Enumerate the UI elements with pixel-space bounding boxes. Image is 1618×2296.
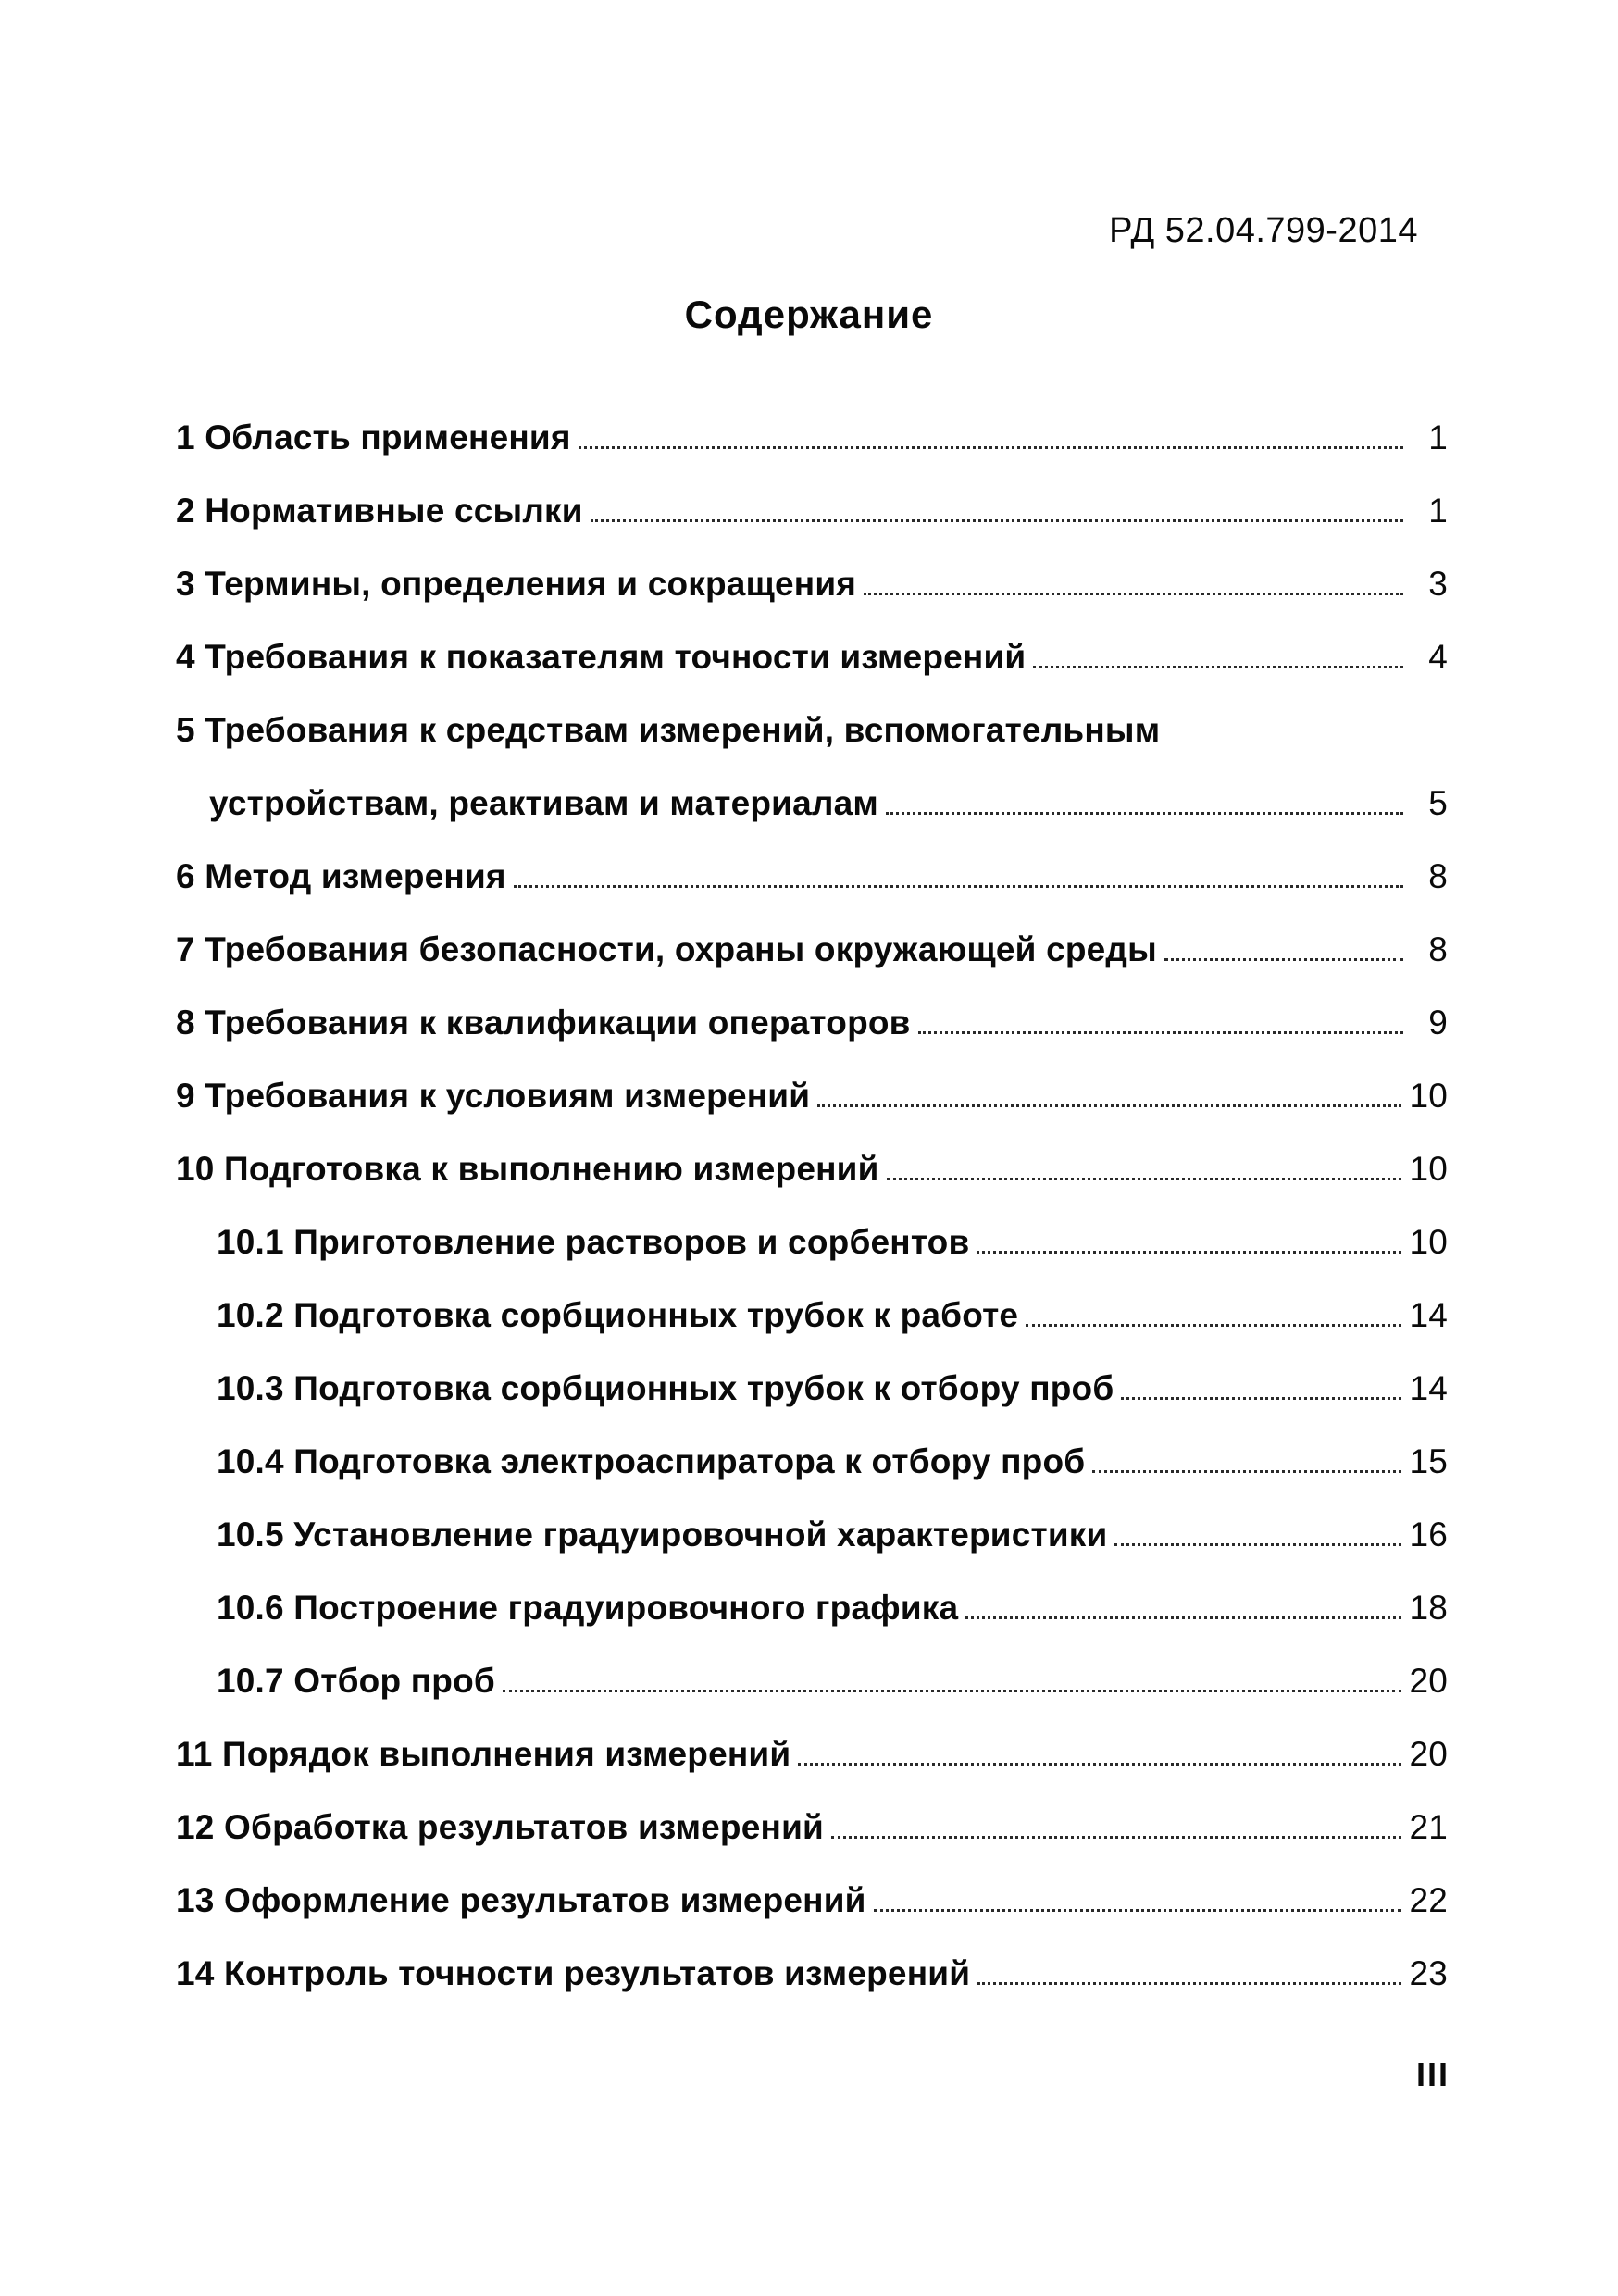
toc-entry-14[interactable] [176,1943,1448,2016]
toc-entry-text: 7 Требования безопасности, охраны окружающей среды [176,930,1157,968]
table-of-contents [176,407,1448,2016]
toc-entry-text: 10.4 Подготовка электроаспиратора к отбору проб [217,1442,1086,1480]
toc-entry-10[interactable] [176,1139,1448,1212]
toc-entry-10-7[interactable] [176,1651,1448,1724]
toc-entry-10-2[interactable] [176,1285,1448,1358]
dot-leader [1164,958,1403,961]
dot-leader [514,885,1403,888]
toc-entry-page: 4 [1428,638,1448,676]
toc-entry-6[interactable] [176,846,1448,919]
toc-entry-text: 10.7 Отбор проб [217,1662,495,1700]
toc-entry-text: 10.6 Построение градуировочного графика [217,1589,959,1627]
dot-leader [864,593,1403,595]
toc-entry-page: 8 [1428,857,1448,895]
toc-entry-text: 10.2 Подготовка сорбционных трубок к работе [217,1296,1019,1334]
toc-entry-1[interactable] [176,407,1448,480]
dot-leader [798,1763,1401,1766]
toc-entry-text: 12 Обработка результатов измерений [176,1808,824,1846]
dot-leader [874,1909,1402,1912]
toc-entry-page: 20 [1409,1735,1448,1773]
toc-entry-13[interactable] [176,1870,1448,1943]
dot-leader [579,446,1403,449]
toc-entry-4[interactable] [176,627,1448,700]
toc-entry-text: устройствам, реактивам и материалам [209,784,878,822]
toc-entry-page: 18 [1409,1589,1448,1627]
dot-leader [918,1031,1403,1034]
toc-entry-text: 10.3 Подготовка сорбционных трубок к отбору проб [217,1369,1114,1407]
toc-entry-10-5[interactable] [176,1504,1448,1578]
toc-entry-10-3[interactable] [176,1358,1448,1431]
toc-entry-text: 3 Термины, определения и сокращения [176,565,857,603]
toc-entry-page: 5 [1428,784,1448,822]
dot-leader [1033,666,1403,668]
toc-entry-text: 13 Оформление результатов измерений [176,1881,866,1919]
dot-leader [503,1690,1402,1692]
toc-entry-12[interactable] [176,1797,1448,1870]
dot-leader [1114,1543,1401,1546]
toc-entry-text: 8 Требования к квалификации операторов [176,1004,911,1042]
dot-leader [1026,1324,1401,1327]
toc-entry-3[interactable] [176,554,1448,627]
dot-leader [831,1836,1401,1839]
toc-entry-page: 15 [1409,1442,1448,1480]
toc-entry-9[interactable] [176,1066,1448,1139]
toc-entry-text: 10.1 Приготовление растворов и сорбентов [217,1223,970,1261]
toc-entry-page: 1 [1428,418,1448,456]
toc-entry-page: 14 [1409,1296,1448,1334]
page-number: III [1415,2055,1450,2093]
toc-entry-11[interactable] [176,1724,1448,1797]
toc-entry-page: 22 [1409,1881,1448,1919]
dot-leader [817,1104,1401,1107]
toc-entry-page: 14 [1409,1369,1448,1407]
dot-leader [965,1616,1401,1619]
toc-entry-text: 9 Требования к условиям измерений [176,1077,811,1115]
document-code: РД 52.04.799-2014 [1109,211,1418,250]
dot-leader [887,1178,1402,1180]
dot-leader [591,519,1403,522]
toc-entry-page: 10 [1409,1077,1448,1115]
toc-entry-page: 20 [1409,1662,1448,1700]
toc-entry-page: 3 [1428,565,1448,603]
dot-leader [886,812,1403,815]
toc-entry-text: 10.5 Установление градуировочной характеристики [217,1516,1108,1554]
toc-entry-text: 5 Требования к средствам измерений, вспомогательным [176,711,1161,749]
toc-entry-7[interactable] [176,919,1448,992]
toc-entry-page: 1 [1428,492,1448,530]
toc-entry-8[interactable] [176,992,1448,1066]
toc-entry-2[interactable] [176,480,1448,554]
toc-entry-text: 10 Подготовка к выполнению измерений [176,1150,879,1188]
toc-entry-5[interactable] [176,700,1448,773]
toc-entry-text: 6 Метод измерения [176,857,506,895]
toc-entry-page: 10 [1409,1150,1448,1188]
toc-entry-page: 16 [1409,1516,1448,1554]
toc-entry-5-continued[interactable] [176,773,1448,846]
toc-entry-text: 2 Нормативные ссылки [176,492,583,530]
dot-leader [977,1251,1401,1254]
toc-entry-text: 11 Порядок выполнения измерений [176,1735,791,1773]
page-title: Содержание [684,293,934,336]
toc-entry-text: 1 Область применения [176,418,571,456]
toc-entry-10-6[interactable] [176,1578,1448,1651]
dot-leader [977,1982,1401,1985]
toc-entry-page: 9 [1428,1004,1448,1042]
toc-entry-page: 23 [1409,1954,1448,1992]
toc-entry-text: 4 Требования к показателям точности измерений [176,638,1027,676]
toc-entry-text: 14 Контроль точности результатов измерений [176,1954,971,1992]
toc-entry-page: 10 [1409,1223,1448,1261]
toc-entry-10-1[interactable] [176,1212,1448,1285]
dot-leader [1121,1397,1401,1400]
dot-leader [1092,1470,1401,1473]
toc-entry-page: 21 [1409,1808,1448,1846]
toc-entry-page: 8 [1428,930,1448,968]
toc-entry-10-4[interactable] [176,1431,1448,1504]
